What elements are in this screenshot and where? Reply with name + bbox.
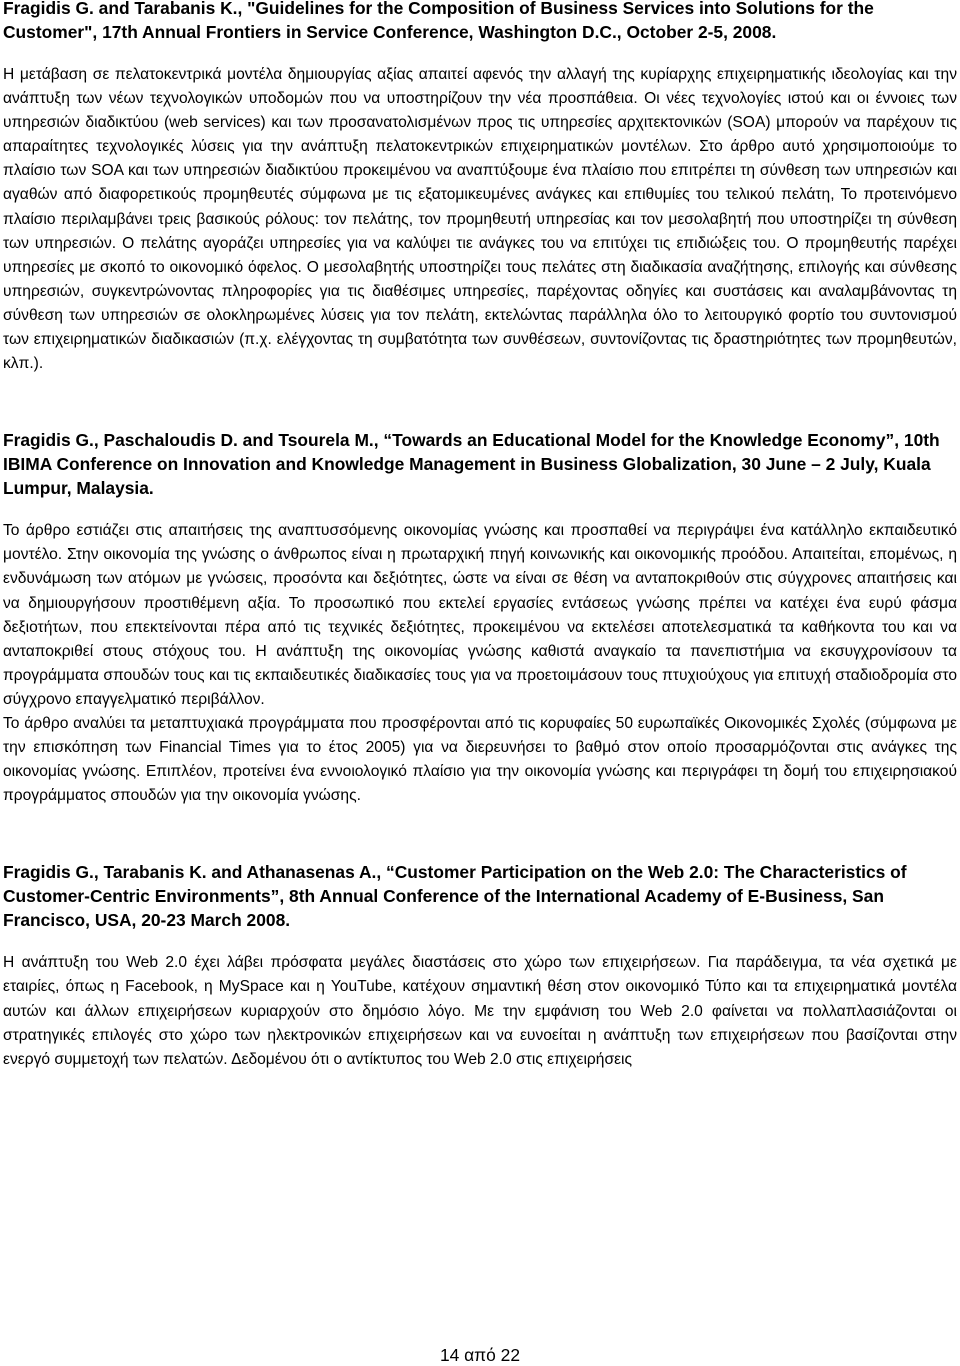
reference-1: Fragidis G. and Tarabanis K., "Guidelines for the Composition of Business Services into Solutions for the Customer", 17th Annual Frontiers in Service Conference, Washington D.C., October 2-5, 2008. [3,0,874,42]
document-page [3,0,957,1072]
abstract-2-paragraph-2: Το άρθρο αναλύει τα μεταπτυχιακά προγράμματα που προσφέρονται από τις κορυφαίες 50 ευρωπαϊκές Οικονομικές Σχολές (σύμφωνα με την επισκόπηση των Financial Times για το έτος 2005) για να διερευνήσει το βαθμό στον οποίο προσαρμόζονται στις ανάγκες της οικονομίας γνώσης. Επιπλέον, προτείνει ένα εννοιολογικό πλαίσιο για την οικονομία γνώσης και περιγράφει τη δομή του επιχειρησιακού προγράμματος σπουδών για την οικονομία γνώσης. [3,714,957,805]
spacer [3,44,957,63]
page-number: 14 από 22 [439,1345,521,1365]
reference-2: Fragidis G., Paschaloudis D. and Tsourela M., “Towards an Educational Model for the Knowledge Economy”, 10th IBIMA Conference on Innovation and Knowledge Management in Business Globalization, 30 June – 2 July, Kuala Lumpur, Malaysia. [3,430,940,499]
reference-3: Fragidis G., Tarabanis K. and Athanasenas A., “Customer Participation on the Web 2.0: The Characteristics of Customer-Centric Environments”, 8th Annual Conference of the International Academy of E-Business, San Francisco, USA, 20-23 March 2008. [3,862,907,931]
abstract-1-paragraph: Η μετάβαση σε πελατοκεντρικά μοντέλα δημιουργίας αξίας απαιτεί αφενός την αλλαγή της κυρίαρχης επιχειρηματικής ιδεολογίας και την ανάπτυξη των νέων τεχνολογικών υποδομών που να υποστηρίζουν την νέα προσπάθεια. Οι νέες τεχνολογίες ιστού και οι έννοιες των υπηρεσιών διαδικτύου (web services) και των προσανατολισμένων προς τις υπηρεσίες αρχιτεκτονικών (SOA) μπορούν να παρέχουν τις απαραίτητες τεχνολογικές λύσεις για την ανάπτυξη πελατοκεντρικών επιχειρηματικών μοντέλων. Στο άρθρο αυτό χρησιμοποιούμε το πλαίσιο των SOA και των υπηρεσιών διαδικτύου προκειμένου να αναπτύξουμε ένα πλαίσιο που επιτρέπει τη σύνθεση των υπηρεσιών και αγαθών από διαφορετικούς προμηθευτές σύμφωνα με τις εξατομικευμένες ανάγκες και επιθυμίες του τελικού πελάτη, Το προτεινόμενο πλαίσιο περιλαμβάνει τρεις βασικούς ρόλους: τον πελάτης, τον προμηθευτή υπηρεσίας και τον μεσολαβητή που υποστηρίζει τη σύνθεση των υπηρεσιών. Ο πελάτης αγοράζει υπηρεσίες για να καλύψει τιε ανάγκες του να επιτύχει τις επιδιώξεις του. Ο προμηθευτής παρέχει υπηρεσίες με σκοπό το οικονομικό όφελος. Ο μεσολαβητής υποστηρίζει τους πελάτες στη διαδικασία αναζήτησης, επιλογής και σύνθεσης υπηρεσιών, συγκεντρώνοντας πληροφορίες για τις διαθέσιμες υπηρεσίες, παρέχοντας οδηγίες και συστάσεις και αναλαμβάνοντας τη σύνθεση των υπηρεσιών σε ολοκληρωμένες λύσεις για τον πελάτη, εκτελώντας παράλληλα όλο το λειτουργικό φορτίο του συντονισμού των επιχειρηματικών διαδικασιών (π.χ. ελέγχοντας τη συμβατότητα των συνθέσεων, συντονίζοντας τις δραστηριότητες των προμηθευτών, κλπ.). [3,66,957,373]
abstract-2-paragraph-1: Το άρθρο εστιάζει στις απαιτήσεις της αναπτυσσόμενης οικονομίας γνώσης και προσπαθεί να περιγράψει ένα κατάλληλο εκπαιδευτικό μοντέλο. Στην οικονομία της γνώσης ο άνθρωπος είναι η πρωταρχική πηγή κοινωνικής και οικονομικής προόδου. Απαιτείται, επομένως, η ενδυνάμωση των ατόμων με γνώσεις, προσόντα και δεξιότητες, ώστε να είναι σε θέση να ανταποκριθούν στις σύγχρονες απαιτήσεις και να δημιουργήσουν προστιθέμενη αξία. Το προσωπικό που εκτελεί εργασίες εντάσεως γνώσης πρέπει να κατέχει ένα ευρύ φάσμα δεξιοτήτων, που επεκτείνονται πέρα από τις τεχνικές δεξιότητες, προκειμένου να εκτελέσει αποτελεσματικά τα καθήκοντα του και να ανταποκριθεί στους στόχους του. Η ανάπτυξη της οικονομίας γνώσης καθιστά αναγκαίο τα πανεπιστήμια να εκσυγχρονίσουν τα προγράμματα σπουδών τους και τις εκπαιδευτικές διαδικασίες τους για να προετοιμάσουν τους πτυχιούχους για επιτυχή σταδιοδρομία στο σύγχρονο επαγγελματικό περιβάλλον. [3,522,957,708]
abstract-3-paragraph: Η ανάπτυξη του Web 2.0 έχει λάβει πρόσφατα μεγάλες διαστάσεις στο χώρο των επιχειρήσεων. Για παράδειγμα, τα νέα σχετικά με εταιρίες, όπως η Facebook, η MySpace και η YouTube, κατέχουν σημαντική θέση στον οικονομικό Τύπο και τα επιχειρηματικά μοντέλα αυτών και άλλων επιχειρήσεων κυριαρχούν στο δημόσιο λόγο. Με την εμφάνιση του Web 2.0 φαίνεται να πολλαπλασιάζονται οι στρατηγικές επιλογές στο χώρο των ηλεκτρονικών επιχειρήσεων και να ευνοείται η ανάπτυξη των επιχειρήσεων που βασίζονται στην ενεργό συμμετοχή των πελατών. Δεδομένου ότι ο αντίκτυπος του Web 2.0 στις επιχειρήσεις [3,954,957,1068]
spacer [3,932,957,951]
spacer [3,808,957,860]
spacer [3,376,957,428]
spacer [3,500,957,519]
